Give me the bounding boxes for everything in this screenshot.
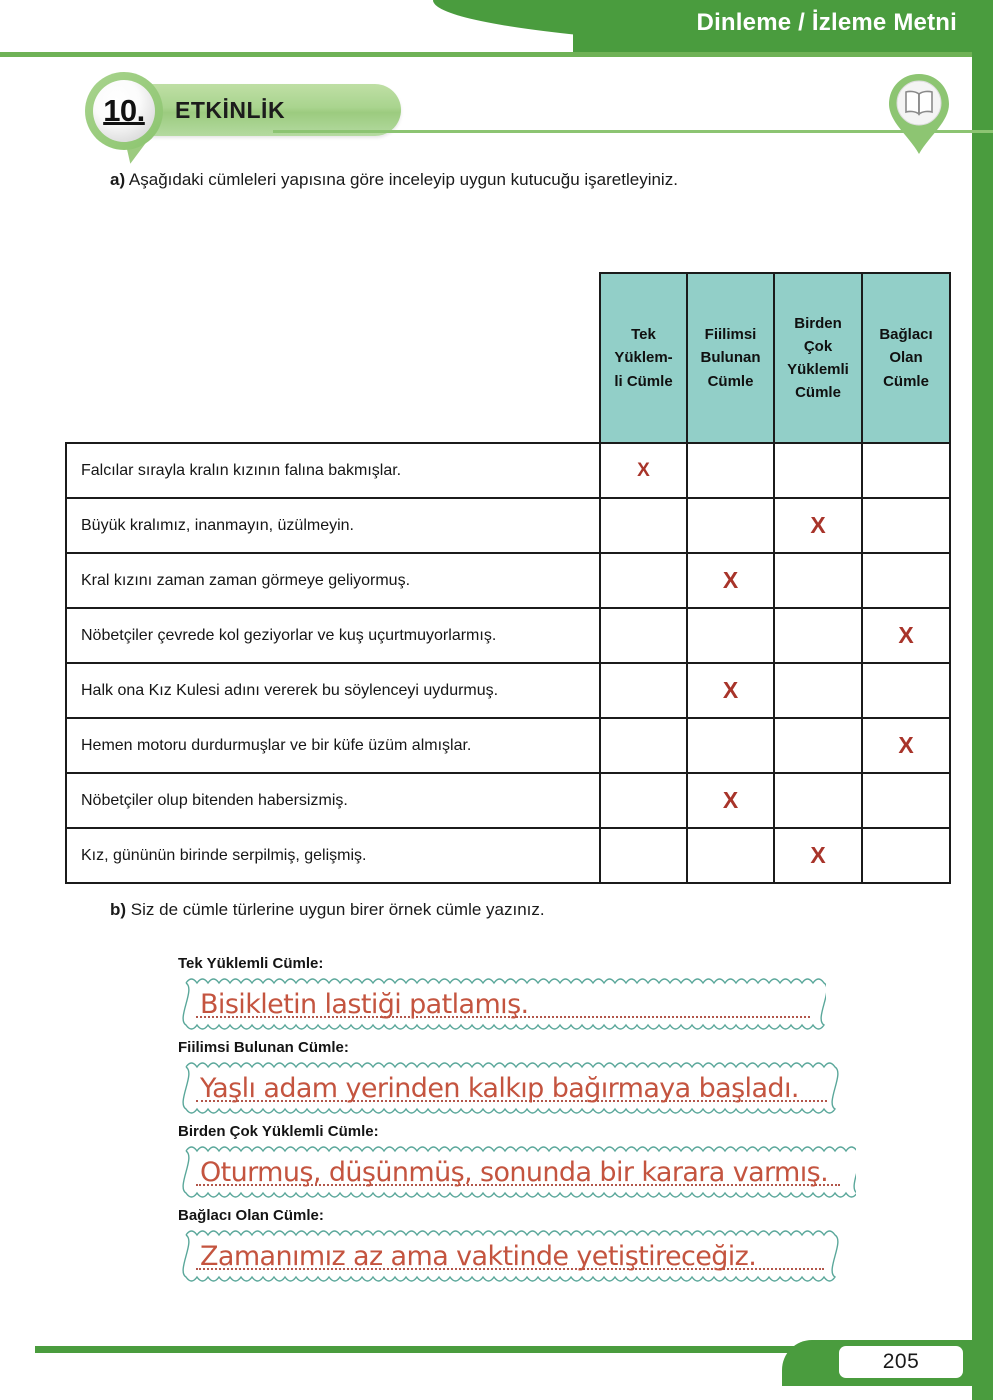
checkbox-cell[interactable] [862, 498, 950, 553]
checkbox-cell[interactable] [600, 663, 687, 718]
part-b-prefix: b) [110, 900, 127, 919]
part-a-text: Aşağıdaki cümleleri yapısına göre inceleyip uygun kutucuğu işaretleyiniz. [125, 170, 678, 189]
table-header-blank [66, 273, 600, 443]
header-line: Tek [631, 326, 656, 344]
table-head [66, 273, 950, 443]
checkbox-cell[interactable] [774, 663, 862, 718]
table-row [66, 718, 950, 773]
activity-number: 10. [103, 93, 145, 128]
part-b-text: Siz de cümle türlerine uygun birer örnek cümle yazınız. [126, 900, 545, 919]
table-header-birden-cok-yuklemli [774, 273, 862, 443]
table-header-tek-yuklemli [600, 273, 687, 443]
checkbox-cell[interactable] [687, 608, 774, 663]
checkbox-cell[interactable] [862, 828, 950, 883]
table-row [66, 608, 950, 663]
checkbox-cell[interactable] [862, 718, 950, 773]
x-mark: X [722, 787, 739, 813]
answer-label: Bağlacı Olan Cümle: [178, 1207, 324, 1224]
part-b-instruction [110, 900, 545, 920]
sentence-cell: Büyük kralımız, inanmayın, üzülmeyin. [66, 498, 600, 553]
x-mark: X [637, 459, 650, 481]
header-line: Yüklem- [614, 349, 673, 367]
checkbox-cell[interactable] [862, 663, 950, 718]
checkbox-cell[interactable] [687, 773, 774, 828]
x-mark: X [722, 567, 739, 593]
page-number: 205 [882, 1350, 920, 1373]
checkbox-cell[interactable] [774, 498, 862, 553]
sentence-cell: Nöbetçiler olup bitenden habersizmiş. [66, 773, 600, 828]
sentence-cell: Falcılar sırayla kralın kızının falına bakmışlar. [66, 443, 600, 498]
header-line: li Cümle [614, 372, 673, 390]
header-line: Bulunan [700, 349, 761, 367]
header-line: Cümle [707, 372, 754, 390]
table-row [66, 443, 950, 498]
answer-text: Yaşlı adam yerinden kalkıp bağırmaya başladı. [200, 1072, 799, 1104]
activity-header [85, 72, 945, 162]
activity-number-bubble [85, 72, 163, 150]
checkbox-cell[interactable] [687, 828, 774, 883]
answer-input-box[interactable] [178, 977, 826, 1031]
checkbox-cell[interactable] [774, 443, 862, 498]
table-header-row [66, 273, 950, 443]
checkbox-cell[interactable] [774, 718, 862, 773]
checkbox-cell[interactable] [600, 553, 687, 608]
header-line: Yüklemli [787, 361, 849, 378]
table-row [66, 553, 950, 608]
answer-text: Bisikletin lastiği patlamış. [200, 988, 529, 1020]
header-title: Dinleme / İzleme Metni [696, 9, 957, 36]
table-header-baglaci-olan [862, 273, 950, 443]
checkbox-cell[interactable] [600, 718, 687, 773]
header-line: Birden [794, 314, 842, 332]
answer-block [178, 1123, 878, 1199]
table-row [66, 773, 950, 828]
header-rule [0, 52, 993, 57]
part-a-instruction [110, 170, 678, 190]
checkbox-cell[interactable] [774, 828, 862, 883]
answer-text: Oturmuş, düşünmüş, sonunda bir karara varmış. [200, 1156, 829, 1188]
answer-input-box[interactable] [178, 1229, 840, 1283]
page-number-box [839, 1346, 963, 1378]
part-a-prefix: a) [110, 170, 126, 189]
activity-bubble-inner [93, 80, 155, 142]
right-green-bar [972, 0, 993, 1400]
checkbox-cell[interactable] [687, 553, 774, 608]
classification-table-wrap [65, 272, 949, 884]
x-mark: X [810, 512, 826, 538]
checkbox-cell[interactable] [862, 443, 950, 498]
answer-text: Zamanımız az ama vaktinde yetiştireceğiz. [200, 1240, 757, 1272]
answer-block [178, 1039, 878, 1115]
x-mark: X [898, 732, 914, 758]
table-row [66, 828, 950, 883]
checkbox-cell[interactable] [862, 553, 950, 608]
sentence-cell: Hemen motoru durdurmuşlar ve bir küfe üzüm almışlar. [66, 718, 600, 773]
checkbox-cell[interactable] [600, 828, 687, 883]
checkbox-cell[interactable] [687, 663, 774, 718]
header-line: Olan [889, 349, 923, 367]
checkbox-cell[interactable] [600, 773, 687, 828]
checkbox-cell[interactable] [687, 498, 774, 553]
answer-label: Birden Çok Yüklemli Cümle: [178, 1123, 379, 1140]
checkbox-cell[interactable] [600, 498, 687, 553]
checkbox-cell[interactable] [774, 773, 862, 828]
answer-input-box[interactable] [178, 1061, 843, 1115]
answer-label: Fiilimsi Bulunan Cümle: [178, 1039, 349, 1056]
header-line: Cümle [795, 384, 841, 402]
checkbox-cell[interactable] [600, 443, 687, 498]
answer-input-box[interactable] [178, 1145, 856, 1199]
header-line: Çok [803, 337, 833, 355]
page-header-band [0, 0, 993, 52]
checkbox-cell[interactable] [687, 718, 774, 773]
sentence-cell: Kral kızını zaman zaman görmeye geliyormuş. [66, 553, 600, 608]
table-header-fiilimsi-bulunan [687, 273, 774, 443]
answer-block [178, 955, 878, 1031]
classification-table [65, 272, 951, 884]
answer-block [178, 1207, 878, 1283]
open-book-icon [885, 72, 953, 156]
checkbox-cell[interactable] [862, 773, 950, 828]
checkbox-cell[interactable] [862, 608, 950, 663]
answer-label: Tek Yüklemli Cümle: [178, 955, 324, 972]
sentence-cell: Kız, gününün birinde serpilmiş, gelişmiş. [66, 828, 600, 883]
checkbox-cell[interactable] [687, 443, 774, 498]
header-line: Fiilimsi [704, 326, 757, 344]
table-row [66, 498, 950, 553]
checkbox-cell[interactable] [600, 608, 687, 663]
header-line: Cümle [883, 372, 929, 390]
x-mark: X [898, 622, 914, 648]
sentence-cell: Halk ona Kız Kulesi adını vererek bu söylenceyi uydurmuş. [66, 663, 600, 718]
sentence-cell: Nöbetçiler çevrede kol geziyorlar ve kuş uçurtmuyorlarmış. [66, 608, 600, 663]
x-mark: X [810, 842, 826, 868]
checkbox-cell[interactable] [774, 608, 862, 663]
checkbox-cell[interactable] [774, 553, 862, 608]
header-line: Bağlacı [879, 326, 933, 344]
activity-label: ETKİNLİK [175, 97, 286, 123]
table-row [66, 663, 950, 718]
answer-list [178, 955, 878, 1291]
x-mark: X [722, 677, 739, 703]
table-body [66, 443, 950, 883]
